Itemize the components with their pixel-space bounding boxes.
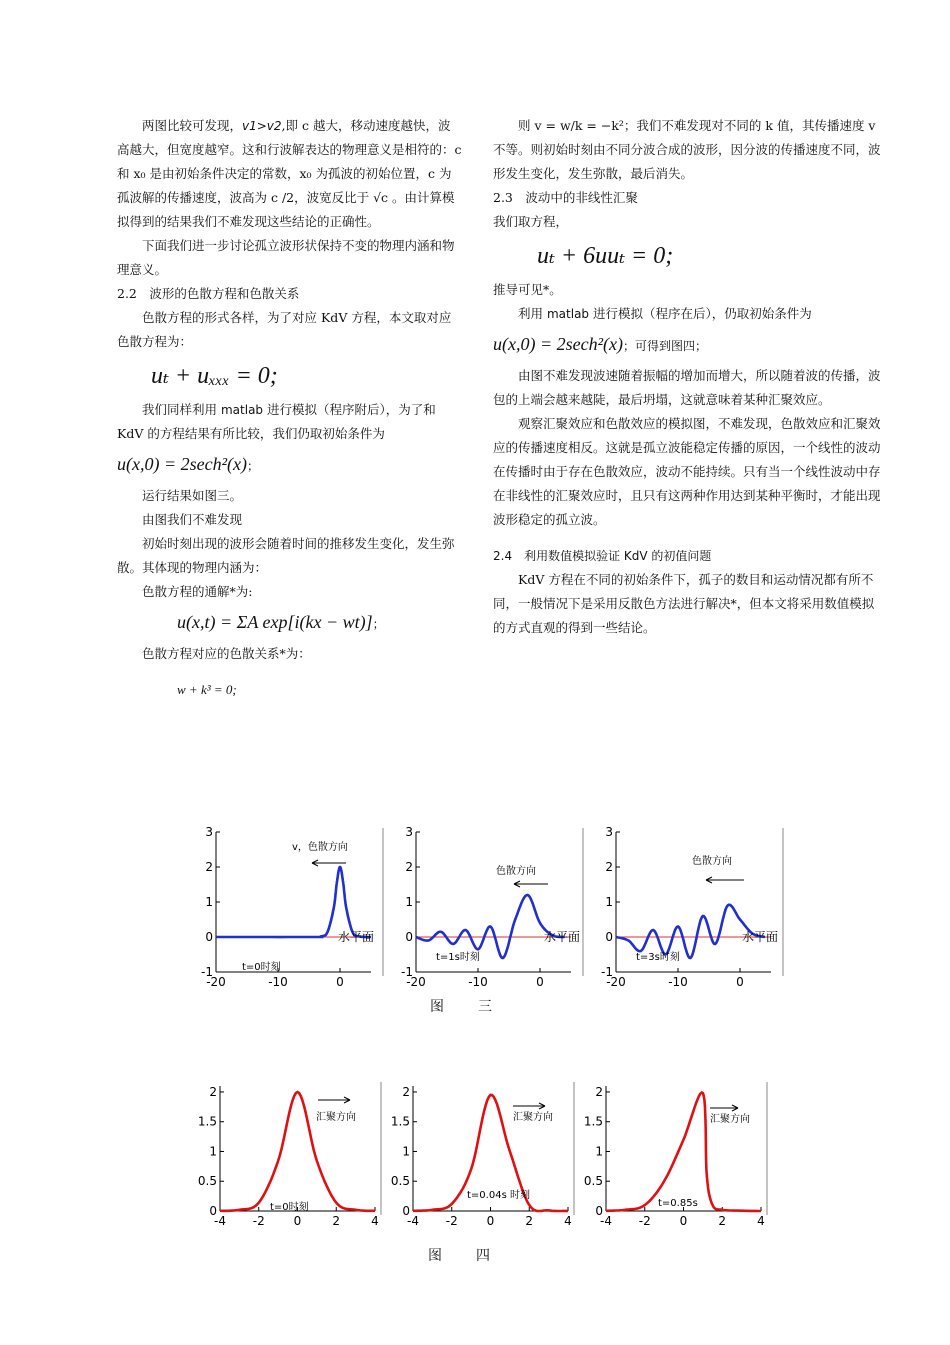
paragraph: 则 v = w/k = −k²；我们不难发现对不同的 k 值，其传播速度 v 不等。则初始时刻由不同分波合成的波形，因分波的传播速度不同，波形发生变化，发生弥散，最后消失。 [493, 118, 881, 181]
paragraph: 我们同样利用 matlab 进行模拟（程序附后），为了和 KdV 的方程结果有所比较，我们仍取初始条件为 [117, 402, 436, 441]
x-tick-label: 0 [679, 1214, 688, 1228]
paragraph: 推导可见*。 [493, 282, 562, 297]
x-tick-label: -10 [668, 975, 688, 989]
paragraph: 利用 matlab 进行模拟（程序在后），仍取初始条件为 [518, 306, 812, 321]
series-line [220, 1092, 375, 1211]
time-label: t=3s时刻 [636, 952, 680, 963]
paragraph: 观察汇聚效应和色散效应的模拟图，不难发现，色散效应和汇聚效应的传播速度相反。这就是孤立波能稳定传播的原因，一个线性的波动在传播时由于存在色散效应，波动不能持续。只有当一个线性波动中存在非线性的汇聚效应时，且只有这两种作用达到某种平衡时，才能出现波形稳定的孤立波。 [493, 416, 881, 527]
section-heading: 2.4 利用数值模拟验证 KdV 的初值问题 [493, 549, 712, 563]
time-label: t=0时刻 [242, 962, 281, 973]
surface-label: 水平面 [338, 930, 375, 944]
y-tick-label: -1 [401, 965, 413, 979]
left-column [117, 114, 462, 702]
paragraph: 我们取方程， [493, 214, 569, 229]
x-tick-label: -20 [606, 975, 626, 989]
y-tick-label: 1.5 [390, 1114, 410, 1129]
x-tick-label: -4 [214, 1214, 226, 1228]
y-tick-label: 2 [405, 860, 413, 874]
y-tick-label: 0 [605, 930, 613, 944]
y-tick-label: 3 [205, 825, 213, 839]
right-column [493, 114, 883, 640]
y-tick-label: 1 [205, 895, 213, 909]
figure-3-caption: 图 三 [430, 999, 502, 1015]
x-tick-label: -4 [600, 1214, 612, 1228]
x-tick-label: 0 [336, 975, 344, 989]
direction-label: 汇聚方向 [710, 1114, 750, 1125]
surface-label: 水平面 [742, 930, 779, 944]
x-tick-label: -20 [406, 975, 426, 989]
time-label: t=1s时刻 [436, 952, 480, 963]
y-tick-label: 1 [405, 895, 413, 909]
y-tick-label: 0 [595, 1204, 603, 1218]
y-tick-label: 0 [205, 930, 213, 944]
figure-4 [192, 1072, 782, 1247]
y-tick-label: 2 [402, 1084, 410, 1099]
direction-label: 汇聚方向 [513, 1112, 553, 1123]
x-tick-label: -10 [268, 975, 288, 989]
y-tick-label: 1 [595, 1144, 603, 1159]
paragraph: 初始时刻出现的波形会随着时间的推移发生变化，发生弥散。其体现的物理内涵为： [117, 536, 455, 575]
x-tick-label: 4 [564, 1214, 572, 1228]
series-line [606, 1093, 761, 1212]
section-heading: 2.2 波形的色散方程和色散关系 [117, 286, 300, 301]
equation: u(x,0) = 2sech²(x)；可得到图四； [493, 334, 707, 354]
equation: u(x,t) = ΣA exp[i(kx − wt)]； [177, 612, 385, 632]
figure-3 [192, 818, 802, 998]
paragraph: KdV 方程在不同的初始条件下，孤子的数目和运动情况都有所不同，一般情况下是采用反散色方法进行解决*，但本文将采用数值模拟的方式直观的得到一些结论。 [493, 572, 875, 635]
paragraph: 运行结果如图三。 [142, 488, 243, 503]
time-label: t=0.04s 时刻 [467, 1190, 530, 1201]
y-tick-label: 1 [605, 895, 613, 909]
series-line [416, 895, 565, 958]
x-tick-label: 4 [371, 1214, 379, 1228]
y-tick-label: 0 [209, 1204, 217, 1218]
y-tick-label: 0.5 [197, 1174, 217, 1189]
y-tick-label: 0 [405, 930, 413, 944]
time-label: t=0时刻 [270, 1202, 309, 1213]
direction-label: 色散方向 [496, 866, 536, 877]
equation: uₜ + 6uuₜ = 0; [537, 243, 674, 269]
y-tick-label: 3 [605, 825, 613, 839]
x-tick-label: 0 [293, 1214, 302, 1228]
y-tick-label: 0.5 [390, 1174, 410, 1189]
x-tick-label: 2 [332, 1214, 341, 1228]
x-tick-label: -2 [638, 1214, 651, 1228]
y-tick-label: 0.5 [583, 1174, 603, 1189]
figure-4-caption: 图 四 [428, 1248, 500, 1264]
y-tick-label: 1 [209, 1144, 217, 1159]
y-tick-label: 1.5 [197, 1114, 217, 1129]
paragraph: 两图比较可发现，v1>v2,即 c 越大，移动速度越快，波高越大，但宽度越窄。这和行波解表达的物理意义是相符的：c 和 x₀ 是由初始条件决定的常数，x₀ 为孤波的初始位置，c 为孤波解的传播速度，波高为 c /2，波宽反比于 √c 。由计算模拟得到的结果我们不难发现这些结论的正确性。 [117, 118, 462, 229]
y-tick-label: 2 [205, 860, 213, 874]
y-tick-label: -1 [601, 965, 613, 979]
direction-label: v，色散方向 [292, 842, 348, 853]
y-tick-label: -1 [201, 965, 213, 979]
equation: uₜ + uₓₓₓ = 0; [151, 363, 278, 389]
y-tick-label: 3 [405, 825, 413, 839]
paragraph: 由图我们不难发现 [142, 512, 243, 527]
y-tick-label: 1 [402, 1144, 410, 1159]
direction-label: 色散方向 [692, 856, 732, 867]
x-tick-label: -2 [252, 1214, 265, 1228]
y-tick-label: 2 [595, 1084, 603, 1099]
x-tick-label: 4 [757, 1214, 765, 1228]
x-tick-label: -4 [407, 1214, 419, 1228]
section-heading: 2.3 波动中的非线性汇聚 [493, 190, 638, 205]
y-tick-label: 2 [605, 860, 613, 874]
series-line [216, 867, 371, 937]
direction-label: 汇聚方向 [316, 1112, 356, 1123]
x-tick-label: 0 [536, 975, 544, 989]
x-tick-label: 0 [486, 1214, 495, 1228]
y-tick-label: 1.5 [583, 1114, 603, 1129]
equation: w + k³ = 0; [177, 682, 237, 697]
paragraph: 色散方程的通解*为: [142, 584, 253, 599]
x-tick-label: -20 [206, 975, 226, 989]
x-tick-label: -2 [445, 1214, 458, 1228]
paragraph: 下面我们进一步讨论孤立波形状保持不变的物理内涵和物理意义。 [117, 238, 455, 277]
time-label: t=0.85s [658, 1198, 698, 1209]
x-tick-label: 0 [736, 975, 744, 989]
x-tick-label: -10 [468, 975, 488, 989]
x-tick-label: 2 [718, 1214, 727, 1228]
paragraph: 由图不难发现波速随着振幅的增加而增大，所以随着波的传播，波包的上端会越来越陡，最后坍塌，这就意味着某种汇聚效应。 [493, 368, 881, 407]
y-tick-label: 2 [209, 1084, 217, 1099]
surface-label: 水平面 [544, 930, 581, 944]
paragraph: 色散方程对应的色散关系*为： [142, 646, 311, 661]
y-tick-label: 0 [402, 1204, 410, 1218]
x-tick-label: 2 [525, 1214, 534, 1228]
equation: u(x,0) = 2sech²(x)； [117, 454, 259, 474]
paragraph: 色散方程的形式各样，为了对应 KdV 方程，本文取对应色散方程为： [117, 310, 452, 349]
